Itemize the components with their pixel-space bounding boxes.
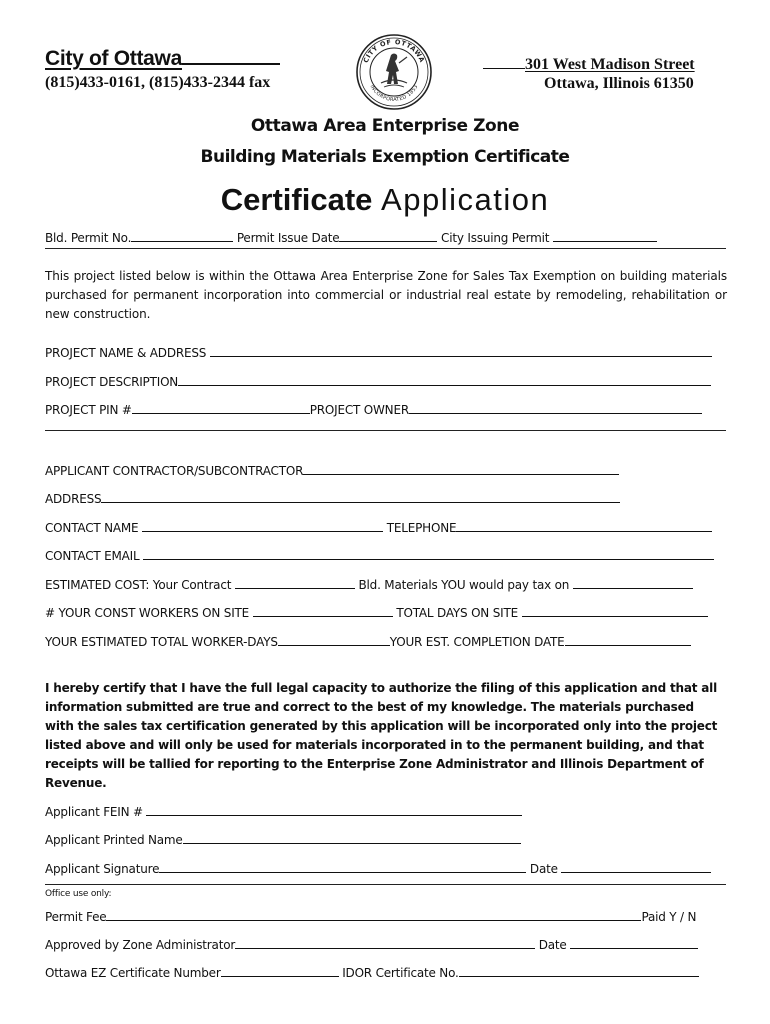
certification-paragraph: I hereby certify that I have the full legal capacity to authorize the filing of this application and that all information submitted are true and correct to the best of my knowledge. The materials purchased with the sales tax certification generated by this application will be incorporated only into the project listed above and will only be used for materials incorporated in to the permanent building, and that receipts will be tallied for reporting to the Enterprise Zone Administrator and Illinois Department of Revenue. bbox=[45, 681, 718, 790]
permit-fee-field[interactable] bbox=[106, 908, 641, 921]
printed-name-field[interactable] bbox=[183, 831, 521, 844]
phone-fax: (815)433-0161, (815)433-2344 fax bbox=[45, 74, 271, 91]
paid-yn-label: Paid Y / N bbox=[641, 910, 697, 924]
issue-date-field[interactable] bbox=[339, 229, 437, 242]
applicant-contractor-label: APPLICANT CONTRACTOR/SUBCONTRACTOR bbox=[45, 464, 304, 478]
city-name bbox=[45, 45, 280, 71]
project-owner-label: PROJECT OWNER bbox=[309, 403, 409, 417]
approved-date-field[interactable] bbox=[570, 936, 698, 949]
worker-days-label: YOUR ESTIMATED TOTAL WORKER-DAYS bbox=[45, 635, 278, 649]
project-description-field[interactable] bbox=[178, 373, 711, 386]
project-pin-field[interactable] bbox=[132, 401, 310, 414]
workers-field[interactable] bbox=[253, 604, 393, 617]
bld-materials-label: Bld. Materials YOU would pay tax on bbox=[358, 578, 570, 592]
issuing-city-label: City Issuing Permit bbox=[441, 231, 550, 245]
approved-by-label: Approved by Zone Administrator bbox=[45, 938, 236, 952]
ez-cert-label: Ottawa EZ Certificate Number bbox=[45, 966, 221, 980]
printed-name-label: Applicant Printed Name bbox=[45, 833, 183, 847]
city-state-zip: Ottawa, Illinois 61350 bbox=[544, 75, 694, 92]
applicant-address-field[interactable] bbox=[101, 490, 620, 503]
contact-email-field[interactable] bbox=[143, 547, 714, 560]
printed-name-row bbox=[45, 831, 521, 847]
project-pin-row bbox=[45, 401, 702, 417]
issue-date-label: Permit Issue Date bbox=[236, 231, 340, 245]
idor-cert-field[interactable] bbox=[459, 964, 699, 977]
telephone-label: TELEPHONE bbox=[386, 521, 457, 535]
estimated-cost-row bbox=[45, 576, 693, 592]
main-heading bbox=[0, 181, 770, 219]
signature-row bbox=[45, 860, 711, 876]
street-address bbox=[483, 54, 695, 75]
intro-paragraph: This project listed below is within the Ottawa Area Enterprise Zone for Sales Tax Exemption on building materials purchased for permanent incorporation into commercial or industrial real estate by remodeling, rehabilitation or new construction. bbox=[45, 269, 727, 321]
seal-text-top: CITY OF OTTAWA bbox=[361, 37, 427, 65]
contact-name-field[interactable] bbox=[142, 519, 383, 532]
divider-project bbox=[45, 430, 726, 431]
issuing-city-field[interactable] bbox=[553, 229, 657, 242]
divider-office bbox=[45, 884, 726, 885]
main-heading-bold: Certificate bbox=[220, 182, 373, 217]
signature-date-label: Date bbox=[529, 862, 558, 876]
permit-row bbox=[45, 229, 657, 245]
telephone-field[interactable] bbox=[456, 519, 712, 532]
office-use-label: Office use only: bbox=[45, 889, 112, 899]
bld-permit-label: Bld. Permit No. bbox=[45, 231, 132, 245]
project-description-row bbox=[45, 373, 711, 389]
workers-row bbox=[45, 604, 708, 620]
permit-fee-label: Permit Fee bbox=[45, 910, 107, 924]
estimated-cost-field[interactable] bbox=[235, 576, 355, 589]
title-line-1: Ottawa Area Enterprise Zone bbox=[250, 116, 520, 136]
city-seal bbox=[355, 33, 433, 111]
idor-cert-label: IDOR Certificate No. bbox=[342, 966, 459, 980]
total-days-field[interactable] bbox=[522, 604, 708, 617]
project-owner-field[interactable] bbox=[409, 401, 702, 414]
fein-label: Applicant FEIN # bbox=[45, 805, 143, 819]
project-description-label: PROJECT DESCRIPTION bbox=[45, 375, 179, 389]
project-pin-label: PROJECT PIN # bbox=[45, 403, 132, 417]
contact-name-label: CONTACT NAME bbox=[45, 521, 139, 535]
workers-label: # YOUR CONST WORKERS ON SITE bbox=[45, 606, 250, 620]
main-heading-rest: Application bbox=[381, 182, 550, 217]
city-name-text: City of Ottawa bbox=[45, 47, 182, 70]
contact-email-row bbox=[45, 547, 714, 563]
project-name-label: PROJECT NAME & ADDRESS bbox=[45, 346, 207, 360]
worker-days-row bbox=[45, 633, 691, 649]
city-name-underline bbox=[182, 45, 280, 65]
project-name-field[interactable] bbox=[210, 344, 712, 357]
project-name-row bbox=[45, 344, 712, 360]
fein-field[interactable] bbox=[146, 803, 522, 816]
seal-text-bottom: INCORPORATED 1853 bbox=[368, 83, 420, 104]
street-address-text: 301 West Madison Street bbox=[525, 56, 695, 73]
signature-label: Applicant Signature bbox=[45, 862, 160, 876]
svg-text:INCORPORATED 1853 bbox=[369, 84, 420, 103]
approved-date-label: Date bbox=[538, 938, 567, 952]
total-days-label: TOTAL DAYS ON SITE bbox=[396, 606, 518, 620]
fein-row bbox=[45, 803, 522, 819]
estimated-cost-label: ESTIMATED COST: Your Contract bbox=[45, 578, 232, 592]
applicant-contractor-row bbox=[45, 462, 619, 478]
applicant-contractor-field[interactable] bbox=[303, 462, 619, 475]
street-address-underline bbox=[483, 54, 525, 69]
applicant-address-label: ADDRESS bbox=[45, 492, 102, 506]
ez-cert-field[interactable] bbox=[221, 964, 339, 977]
completion-date-field[interactable] bbox=[565, 633, 691, 646]
applicant-address-row bbox=[45, 490, 620, 506]
contact-email-label: CONTACT EMAIL bbox=[45, 549, 140, 563]
completion-date-label: YOUR EST. COMPLETION DATE bbox=[389, 635, 565, 649]
bld-materials-field[interactable] bbox=[573, 576, 693, 589]
title-line-2: Building Materials Exemption Certificate bbox=[200, 147, 570, 167]
seal-icon bbox=[355, 33, 433, 111]
approved-by-field[interactable] bbox=[235, 936, 535, 949]
signature-field[interactable] bbox=[159, 860, 526, 873]
certificate-numbers-row bbox=[45, 964, 699, 980]
permit-fee-row bbox=[45, 908, 696, 924]
contact-name-row bbox=[45, 519, 712, 535]
bld-permit-field[interactable] bbox=[131, 229, 233, 242]
approved-row bbox=[45, 936, 698, 952]
signature-date-field[interactable] bbox=[561, 860, 711, 873]
divider-top bbox=[45, 248, 726, 249]
worker-days-field[interactable] bbox=[278, 633, 390, 646]
